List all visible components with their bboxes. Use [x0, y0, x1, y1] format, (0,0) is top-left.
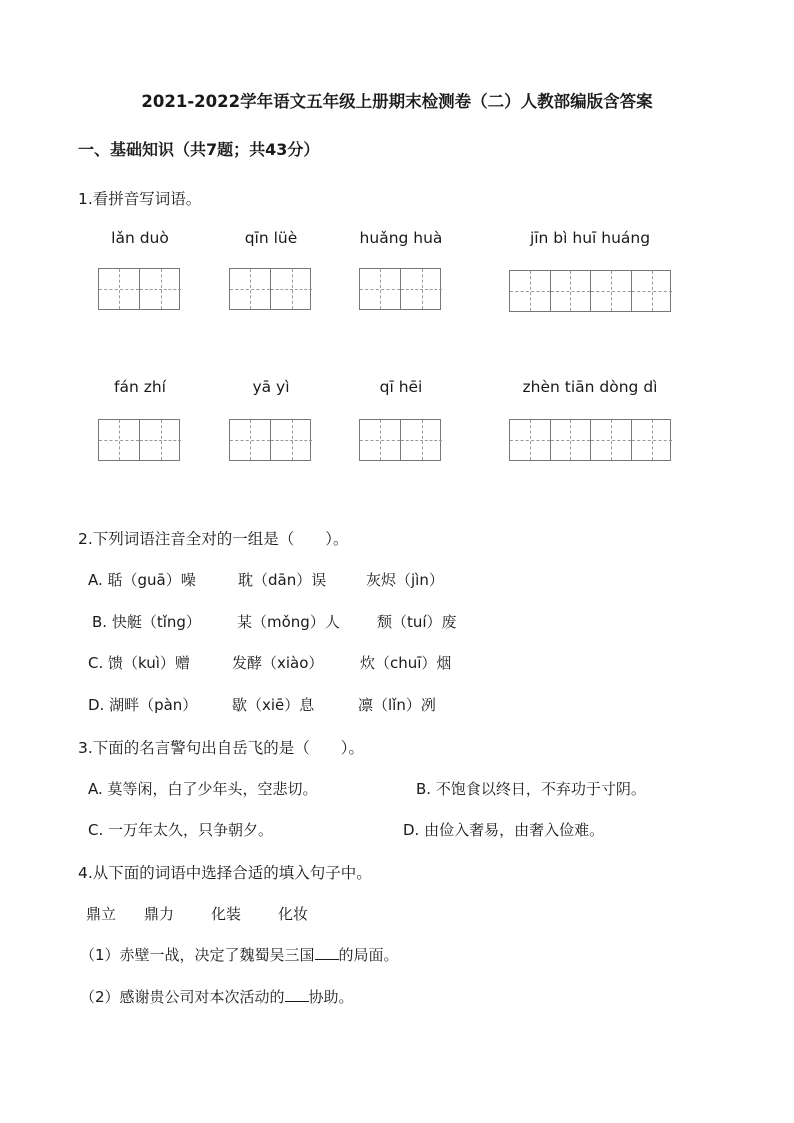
option-b[interactable]: B. 不饱食以终日，不弃功于寸阴。	[416, 780, 646, 798]
answer-grid-4[interactable]	[509, 270, 671, 312]
pinyin-label: qī hēi	[379, 378, 423, 396]
option-a[interactable]: A. 莫等闲，白了少年头，空悲切。	[88, 780, 318, 798]
option-d-item: 歇（xiē）息	[232, 696, 315, 714]
answer-grid-2[interactable]	[359, 419, 441, 461]
answer-grid-2[interactable]	[98, 268, 180, 310]
option-d-item: 凛（lǐn）冽	[358, 696, 436, 714]
pinyin-label: yā yì	[252, 378, 290, 396]
option-d[interactable]: D. 由俭入奢易，由奢入俭难。	[403, 821, 605, 839]
pinyin-label: qīn lüè	[244, 229, 298, 247]
sentence-2	[80, 986, 354, 1007]
answer-grid-4[interactable]	[509, 419, 671, 461]
option-c-item: 发酵（xiào）	[232, 654, 324, 672]
answer-grid-2[interactable]	[359, 268, 441, 310]
sentence-1-end: 的局面。	[338, 946, 399, 964]
answer-grid-2[interactable]	[229, 419, 311, 461]
question-4-prompt: 4.从下面的词语中选择合适的填入句子中。	[78, 864, 372, 882]
sentence-1	[80, 944, 399, 965]
fill-blank[interactable]	[285, 987, 309, 1002]
fill-blank[interactable]	[315, 945, 339, 960]
option-a-item[interactable]: A. 聒（guā）噪	[88, 571, 196, 589]
option-c[interactable]: C. 一万年太久，只争朝夕。	[88, 821, 274, 839]
option-a-item: 灰烬（jìn）	[366, 571, 444, 589]
option-c-item[interactable]: C. 馈（kuì）赠	[88, 654, 190, 672]
question-3-prompt: 3.下面的名言警句出自岳飞的是（ ）。	[78, 739, 365, 757]
word-choice: 化装	[211, 905, 242, 923]
section-heading: 一、基础知识（共7题；共43分）	[78, 140, 320, 159]
pinyin-label: lǎn duò	[111, 229, 169, 247]
answer-grid-2[interactable]	[229, 268, 311, 310]
word-choice: 鼎立	[86, 905, 117, 923]
page-title: 2021-2022学年语文五年级上册期末检测卷（二）人教部编版含答案	[141, 92, 653, 111]
option-b-item: 某（mǒng）人	[237, 613, 340, 631]
answer-grid-2[interactable]	[98, 419, 180, 461]
pinyin-label: jīn bì huī huáng	[529, 229, 651, 247]
sentence-1-start: （1）赤壁一战，决定了魏蜀吴三国	[80, 946, 315, 964]
question-1-prompt: 1.看拼音写词语。	[78, 190, 202, 208]
option-a-item: 耽（dān）误	[238, 571, 327, 589]
option-c-item: 炊（chuī）烟	[360, 654, 452, 672]
sentence-2-start: （2）感谢贵公司对本次活动的	[80, 988, 285, 1006]
option-b-item: 颓（tuí）废	[377, 613, 457, 631]
option-d-item[interactable]: D. 湖畔（pàn）	[88, 696, 198, 714]
pinyin-label: huǎng huà	[359, 229, 443, 247]
word-choice: 鼎力	[144, 905, 175, 923]
word-choice: 化妆	[278, 905, 309, 923]
sentence-2-end: 协助。	[308, 988, 354, 1006]
question-2-prompt: 2.下列词语注音全对的一组是（ ）。	[78, 530, 349, 548]
pinyin-label: zhèn tiān dòng dì	[522, 378, 658, 396]
option-b-item[interactable]: B. 快艇（tǐng）	[92, 613, 201, 631]
pinyin-label: fán zhí	[114, 378, 166, 396]
